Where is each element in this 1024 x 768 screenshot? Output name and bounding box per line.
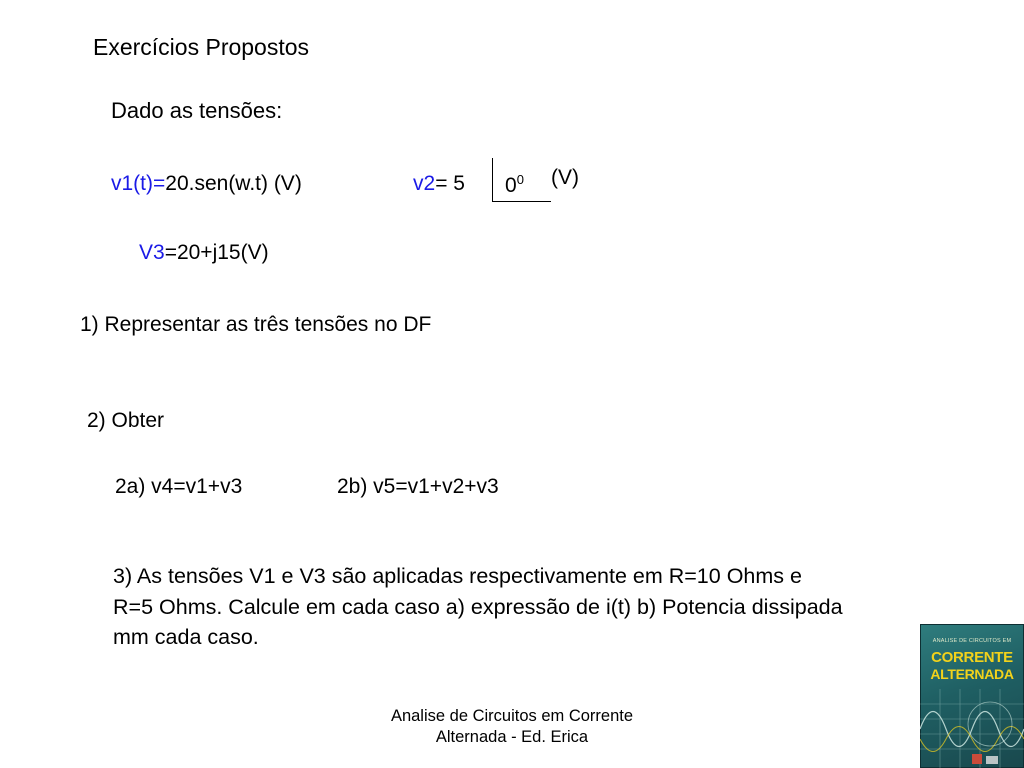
question-3-line-1: 3) As tensões V1 e V3 são aplicadas respectivamente em R=10 Ohms e [113, 564, 802, 588]
v2-angle-degree: 0 [516, 172, 524, 187]
cover-title-line-2: ALTERNADA [930, 666, 1014, 682]
footer-line-2: Alternada - Ed. Erica [435, 728, 589, 746]
v3-expression: =20+j15(V) [164, 241, 269, 264]
v1-expression: 20.sen(w.t) (V) [165, 172, 302, 195]
cover-title-line-1: CORRENTE [931, 649, 1013, 666]
v3-label: V3 [139, 241, 165, 264]
v2-label: v2 [413, 172, 436, 195]
v3-equation [139, 241, 269, 265]
v1-equation [111, 172, 302, 196]
footer-caption [352, 706, 672, 748]
question-2a: 2a) v4=v1+v3 [115, 475, 243, 498]
question-3-line-2: R=5 Ohms. Calcule em cada caso a) expressão de i(t) b) Potencia dissipada [113, 594, 843, 619]
slide-title: Exercícios Propostos [93, 34, 310, 60]
book-cover-artwork [920, 624, 1024, 768]
v2-unit: (V) [551, 166, 579, 189]
book-cover-image [920, 624, 1024, 768]
v1-label: v1(t)= [111, 172, 166, 195]
question-2: 2) Obter [87, 409, 165, 432]
v2-angle [505, 172, 524, 198]
question-3-line-3: mm cada caso. [113, 625, 259, 649]
question-3 [113, 561, 1003, 653]
question-1: 1) Representar as três tensões no DF [80, 313, 432, 336]
question-2b: 2b) v5=v1+v2+v3 [337, 475, 499, 498]
v2-equation [413, 172, 465, 196]
given-text: Dado as tensões: [111, 98, 283, 123]
cover-subtitle: ANALISE DE CIRCUITOS EM [932, 638, 1012, 644]
v2-angle-value: 0 [505, 174, 517, 197]
footer-line-1: Analise de Circuitos em Corrente [390, 707, 634, 725]
v2-expression: = 5 [435, 172, 465, 195]
